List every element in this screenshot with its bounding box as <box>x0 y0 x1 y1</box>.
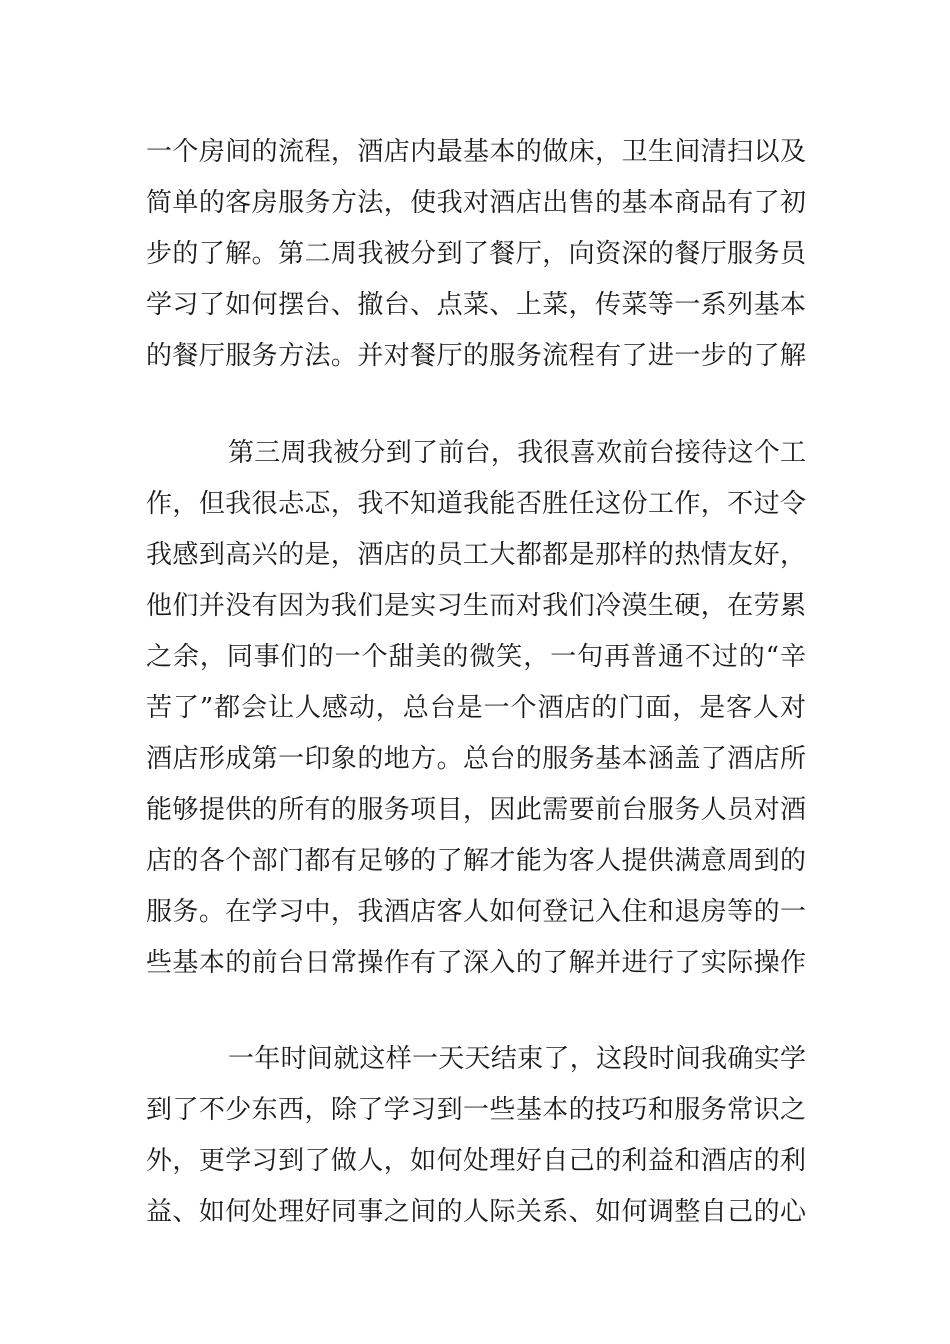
paragraph-2-line-1: 第三周我被分到了前台，我很喜欢前台接待这个工 <box>228 438 806 468</box>
paragraph-1-line-2: 简单的客房服务方法，使我对酒店出售的基本商品有了初 <box>146 188 806 218</box>
paragraph-3-line-3: 外，更学习到了做人，如何处理好自己的利益和酒店的利 <box>146 1146 806 1176</box>
paragraph-1-line-4: 学习了如何摆台、撤台、点菜、上菜，传菜等一系列基本 <box>146 290 806 320</box>
paragraph-2-line-8: 能够提供的所有的服务项目，因此需要前台服务人员对酒 <box>146 795 806 825</box>
paragraph-1-line-5: 的餐厅服务方法。并对餐厅的服务流程有了进一步的了解 <box>146 341 806 371</box>
paragraph-2-line-4: 他们并没有因为我们是实习生而对我们冷漠生硬，在劳累 <box>146 591 806 621</box>
paragraph-2-line-3: 我感到高兴的是，酒店的员工大都都是那样的热情友好， <box>146 540 806 570</box>
paragraph-2-line-6: 苦了”都会让人感动，总台是一个酒店的门面，是客人对 <box>146 693 806 723</box>
paragraph-3-line-2: 到了不少东西，除了学习到一些基本的技巧和服务常识之 <box>146 1095 806 1125</box>
paragraph-3-line-4: 益、如何处理好同事之间的人际关系、如何调整自己的心 <box>146 1197 806 1227</box>
paragraph-1-line-3: 步的了解。第二周我被分到了餐厅，向资深的餐厅服务员 <box>146 239 806 269</box>
paragraph-2-line-5: 之余，同事们的一个甜美的微笑，一句再普通不过的“辛 <box>146 642 806 672</box>
paragraph-2-line-2: 作，但我很忐忑，我不知道我能否胜任这份工作，不过令 <box>146 489 806 519</box>
paragraph-1-line-1: 一个房间的流程，酒店内最基本的做床，卫生间清扫以及 <box>146 137 806 167</box>
paragraph-2-line-7: 酒店形成第一印象的地方。总台的服务基本涵盖了酒店所 <box>146 744 806 774</box>
paragraph-3-line-1: 一年时间就这样一天天结束了，这段时间我确实学 <box>228 1044 806 1074</box>
paragraph-2-line-10: 服务。在学习中，我酒店客人如何登记入住和退房等的一 <box>146 897 806 927</box>
paragraph-2-line-11: 些基本的前台日常操作有了深入的了解并进行了实际操作 <box>146 948 806 978</box>
paragraph-2-line-9: 店的各个部门都有足够的了解才能为客人提供满意周到的 <box>146 846 806 876</box>
